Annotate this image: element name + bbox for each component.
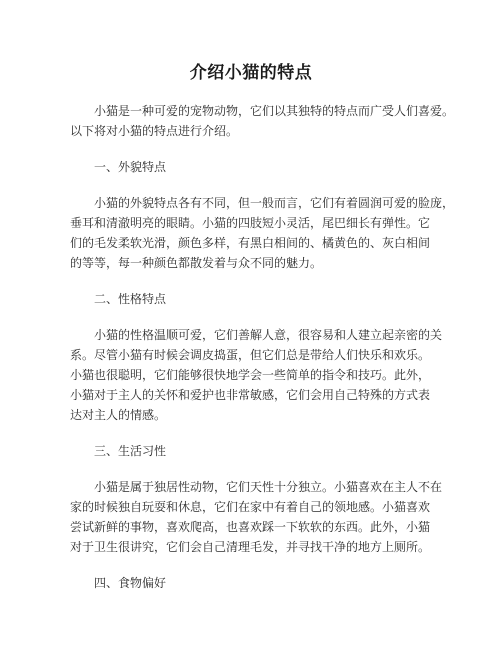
page-title: 介绍小猫的特点 [189, 63, 313, 83]
section-heading-food: 四、食物偏好 [94, 576, 167, 590]
section-paragraph-personality [70, 325, 443, 425]
paragraph-line: 小猫也很聪明，它们能够很快地学会一些简单的指令和技巧。此外， [70, 368, 431, 382]
paragraph-line: 小猫对于主人的关怀和爱护也非常敏感，它们会用自己特殊的方式表 [70, 388, 431, 402]
paragraph-line: 以下将对小猫的特点进行介绍。 [70, 124, 239, 138]
paragraph-line: 小猫的性格温顺可爱，它们善解人意，很容易和人建立起亲密的关 [94, 328, 443, 342]
paragraph-line: 们的毛发柔软光滑，颜色多样，有黑白相间的、橘黄色的、灰白相间 [70, 236, 431, 250]
section-paragraph-habits [70, 477, 443, 557]
paragraph-line: 达对主人的情感。 [70, 408, 167, 422]
paragraph-line: 小猫是属于独居性动物，它们天性十分独立。小猫喜欢在主人不在 [94, 480, 443, 494]
paragraph-line: 小猫是一种可爱的宠物动物，它们以其独特的特点而广受人们喜爱。 [94, 104, 455, 118]
section-heading-personality: 二、性格特点 [94, 292, 167, 306]
paragraph-line: 系。尽管小猫有时候会调皮捣蛋，但它们总是带给人们快乐和欢乐。 [70, 348, 431, 362]
section-heading-habits: 三、生活习性 [94, 444, 167, 458]
paragraph-line: 垂耳和清澈明亮的眼睛。小猫的四肢短小灵活，尾巴细长有弹性。它 [70, 216, 431, 230]
section-heading-appearance: 一、外貌特点 [94, 160, 167, 174]
section-paragraph-appearance [70, 193, 455, 273]
paragraph-line: 对于卫生很讲究，它们会自己清理毛发，并寻找干净的地方上厕所。 [70, 540, 431, 554]
intro-paragraph [70, 101, 455, 141]
paragraph-line: 的等等，每一种颜色都散发着与众不同的魅力。 [70, 256, 323, 270]
paragraph-line: 家的时候独自玩耍和休息，它们在家中有着自己的领地感。小猫喜欢 [70, 500, 431, 514]
paragraph-line: 尝试新鲜的事物，喜欢爬高，也喜欢踩一下软软的东西。此外，小猫 [70, 520, 431, 534]
paragraph-line: 小猫的外貌特点各有不同，但一般而言，它们有着圆润可爱的脸庞， [94, 196, 455, 210]
